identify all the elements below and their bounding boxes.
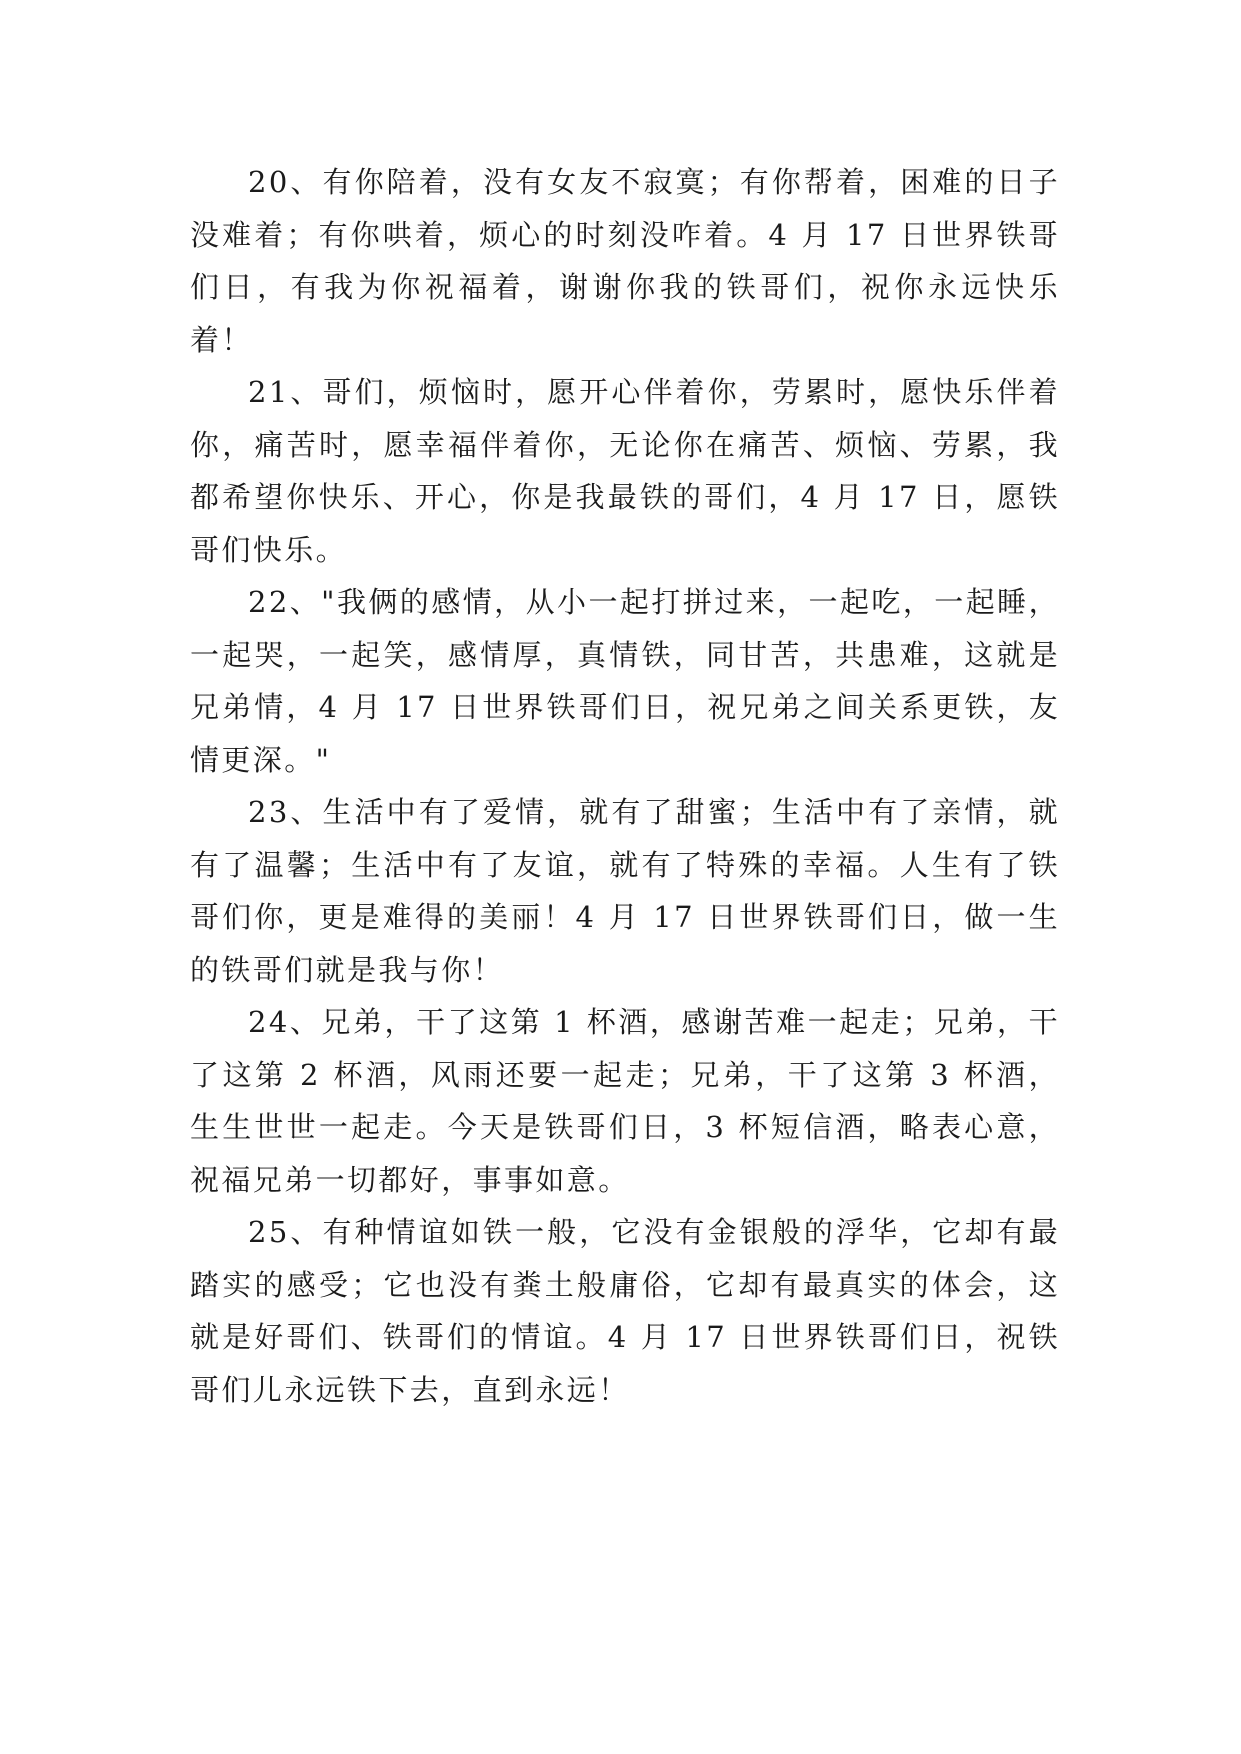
paragraph-23: 23、生活中有了爱情，就有了甜蜜；生活中有了亲情，就有了温馨；生活中有了友谊，就有了特殊的幸福。人生有了铁哥们你，更是难得的美丽！4 月 17 日世界铁哥们日，做一生的铁哥们就是我与你！	[190, 795, 1060, 987]
paragraph-24: 24、兄弟，干了这第 1 杯酒，感谢苦难一起走；兄弟，干了这第 2 杯酒，风雨还要一起走；兄弟，干了这第 3 杯酒，生生世世一起走。今天是铁哥们日，3 杯短信酒，略表心意，祝福兄弟一切都好，事事如意。	[190, 1005, 1060, 1197]
document-body	[190, 156, 1060, 1416]
paragraph-20: 20、有你陪着，没有女友不寂寞；有你帮着，困难的日子没难着；有你哄着，烦心的时刻没咋着。4 月 17 日世界铁哥们日，有我为你祝福着，谢谢你我的铁哥们，祝你永远快乐着！	[190, 165, 1060, 357]
paragraph-22: 22、"我俩的感情，从小一起打拼过来，一起吃，一起睡，一起哭，一起笑，感情厚，真情铁，同甘苦，共患难，这就是兄弟情，4 月 17 日世界铁哥们日，祝兄弟之间关系更铁，友情更深。"	[190, 585, 1060, 777]
paragraph-25: 25、有种情谊如铁一般，它没有金银般的浮华，它却有最踏实的感受；它也没有粪土般庸俗，它却有最真实的体会，这就是好哥们、铁哥们的情谊。4 月 17 日世界铁哥们日，祝铁哥们儿永远铁下去，直到永远！	[190, 1215, 1060, 1407]
paragraph-21: 21、哥们，烦恼时，愿开心伴着你，劳累时，愿快乐伴着你，痛苦时，愿幸福伴着你，无论你在痛苦、烦恼、劳累，我都希望你快乐、开心，你是我最铁的哥们，4 月 17 日，愿铁哥们快乐。	[190, 375, 1060, 567]
